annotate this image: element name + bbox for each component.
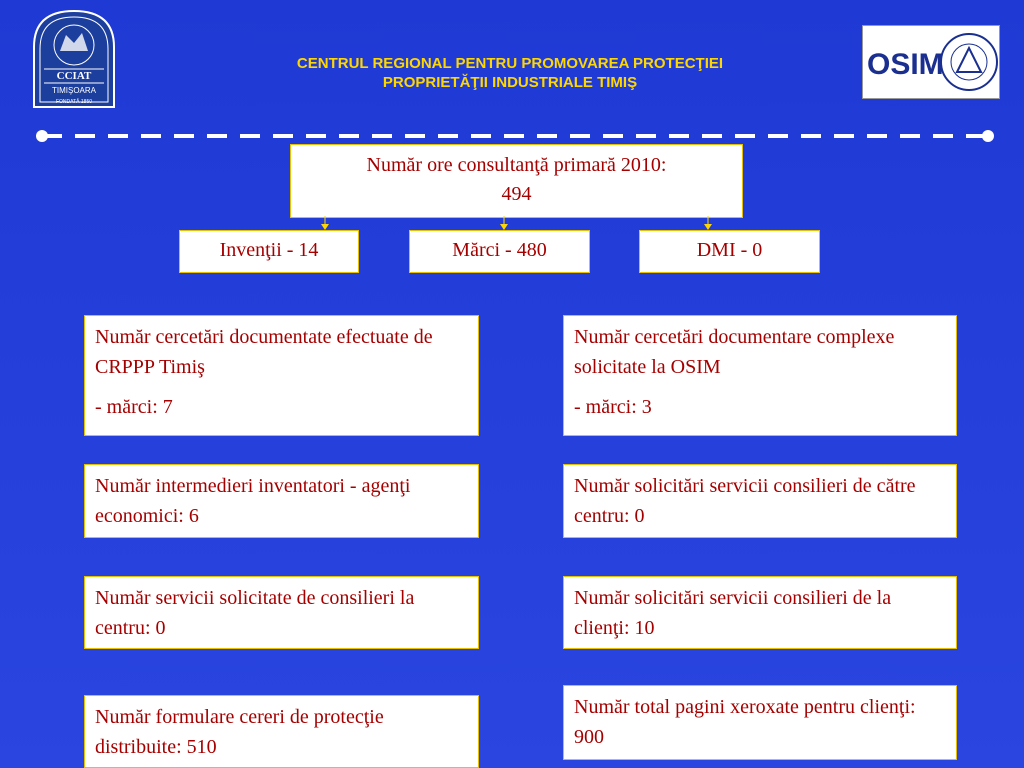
right-box-3-text: Număr solicitări servicii consilieri de la clienţi: 10 — [574, 587, 892, 639]
right-box-1 — [563, 315, 957, 436]
logo-mid-text: CCIAT — [56, 70, 92, 82]
separator-dot-right — [982, 130, 994, 142]
right-box-1-text: Număr cercetări documentare complexe solicitate la OSIM — [574, 326, 895, 378]
left-box-4-text: Număr formulare cereri de protecţie distribuite: 510 — [95, 706, 384, 758]
page-title — [180, 54, 840, 92]
category-marci — [409, 230, 590, 273]
title-line-1: CENTRUL REGIONAL PENTRU PROMOVAREA PROTECŢIEI — [296, 55, 724, 72]
dashed-separator — [30, 126, 1000, 146]
right-box-3 — [563, 576, 957, 649]
left-box-2 — [84, 464, 479, 538]
right-box-2 — [563, 464, 957, 538]
separator-dot-left — [36, 130, 48, 142]
summary-box — [290, 144, 743, 218]
category-label: Mărci - 480 — [452, 239, 547, 261]
title-line-2: PROPRIETĂŢII INDUSTRIALE TIMIŞ — [382, 74, 638, 91]
left-box-1-sub: - mărci: 7 — [95, 396, 173, 418]
osim-logo — [862, 25, 1000, 99]
category-dmi — [639, 230, 820, 273]
right-box-2-text: Număr solicitări servicii consilieri de către centru: 0 — [574, 475, 916, 527]
summary-value: 494 — [501, 183, 532, 205]
left-box-4 — [84, 695, 479, 768]
right-box-4-text: Număr total pagini xeroxate pentru clienţi: 900 — [574, 696, 916, 748]
category-inventii — [179, 230, 359, 273]
summary-label: Număr ore consultanţă primară 2010: — [366, 154, 667, 176]
right-box-1-sub: - mărci: 3 — [574, 396, 652, 418]
left-box-3-text: Număr servicii solicitate de consilieri la centru: 0 — [95, 587, 415, 639]
left-box-1-text: Număr cercetări documentate efectuate de CRPPP Timiş — [95, 326, 433, 378]
logo-city-text: TIMIŞOARA — [51, 86, 97, 95]
left-box-3 — [84, 576, 479, 649]
right-box-4 — [563, 685, 957, 760]
osim-name-text: OSIM — [867, 48, 944, 81]
left-box-2-text: Număr intermedieri inventatori - agenţi economici: 6 — [95, 475, 411, 527]
cciat-logo — [30, 7, 118, 109]
category-label: DMI - 0 — [696, 239, 763, 261]
logo-founded-text: FONDATĂ 1850 — [55, 99, 93, 105]
left-box-1 — [84, 315, 479, 436]
category-label: Invenţii - 14 — [219, 239, 319, 261]
